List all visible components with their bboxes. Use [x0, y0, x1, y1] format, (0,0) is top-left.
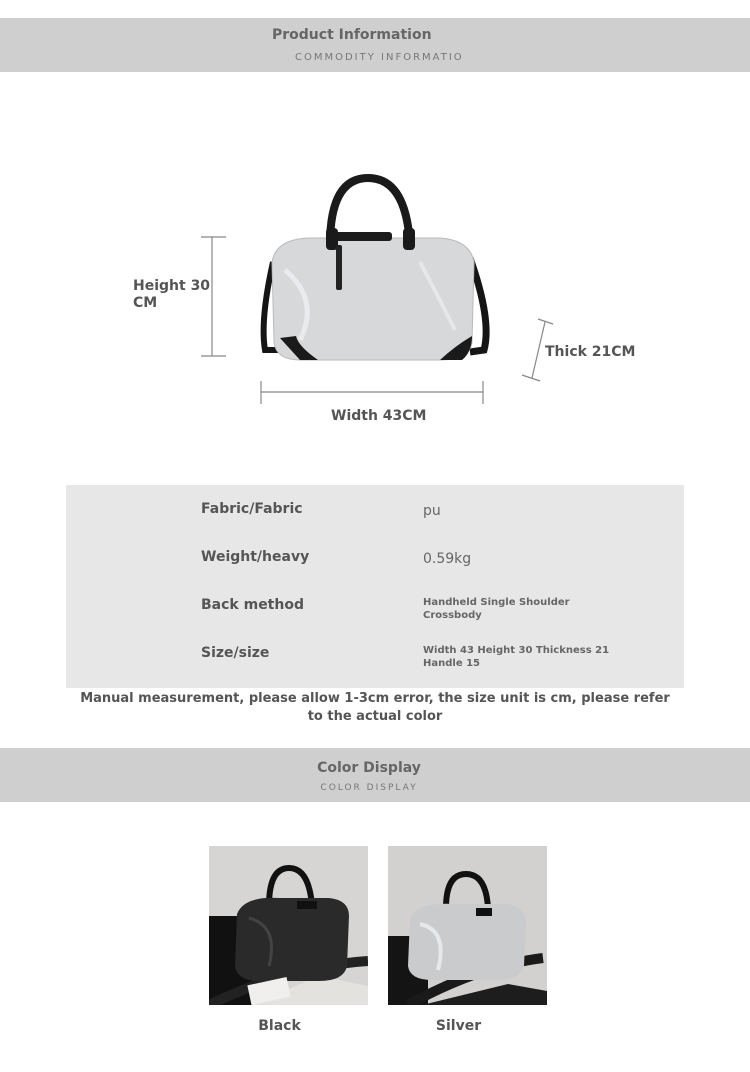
spec-row-weight	[66, 549, 684, 579]
spec-value: Handheld Single Shoulder Crossbody	[423, 597, 570, 621]
width-dimension-line	[261, 381, 483, 404]
spec-value: Width 43 Height 30 Thickness 21 Handle 15	[423, 645, 610, 669]
spec-key: Weight/heavy	[201, 549, 310, 565]
measurement-note: Manual measurement, please allow 1-3cm error, the size unit is cm, please refer to the actual color	[80, 691, 670, 724]
product-info-subtitle: COMMODITY INFORMATIO	[295, 52, 464, 63]
thick-label: Thick 21CM	[545, 344, 636, 360]
silver-bag-image[interactable]	[388, 846, 547, 1005]
spec-value: 0.59kg	[423, 551, 472, 567]
spec-table	[66, 485, 684, 688]
color-display-header	[0, 748, 750, 802]
spec-key: Fabric/Fabric	[201, 501, 303, 517]
product-info-header	[0, 18, 750, 72]
height-label: Height 30 CM	[133, 278, 211, 311]
spec-row-size	[66, 645, 684, 675]
black-bag-image[interactable]	[209, 846, 368, 1005]
swatch-label-silver: Silver	[435, 1018, 482, 1034]
product-image	[0, 150, 750, 440]
spec-value: pu	[423, 503, 441, 519]
color-display-title: Color Display	[317, 760, 421, 776]
spec-row-back-method	[66, 597, 684, 627]
color-display-subtitle: COLOR DISPLAY	[320, 783, 418, 793]
swatch-label-black: Black	[258, 1018, 301, 1034]
product-info-title: Product Information	[272, 27, 432, 43]
spec-row-fabric	[66, 501, 684, 531]
spec-key: Back method	[201, 597, 304, 613]
spec-key: Size/size	[201, 645, 270, 661]
width-label: Width 43CM	[331, 408, 427, 424]
